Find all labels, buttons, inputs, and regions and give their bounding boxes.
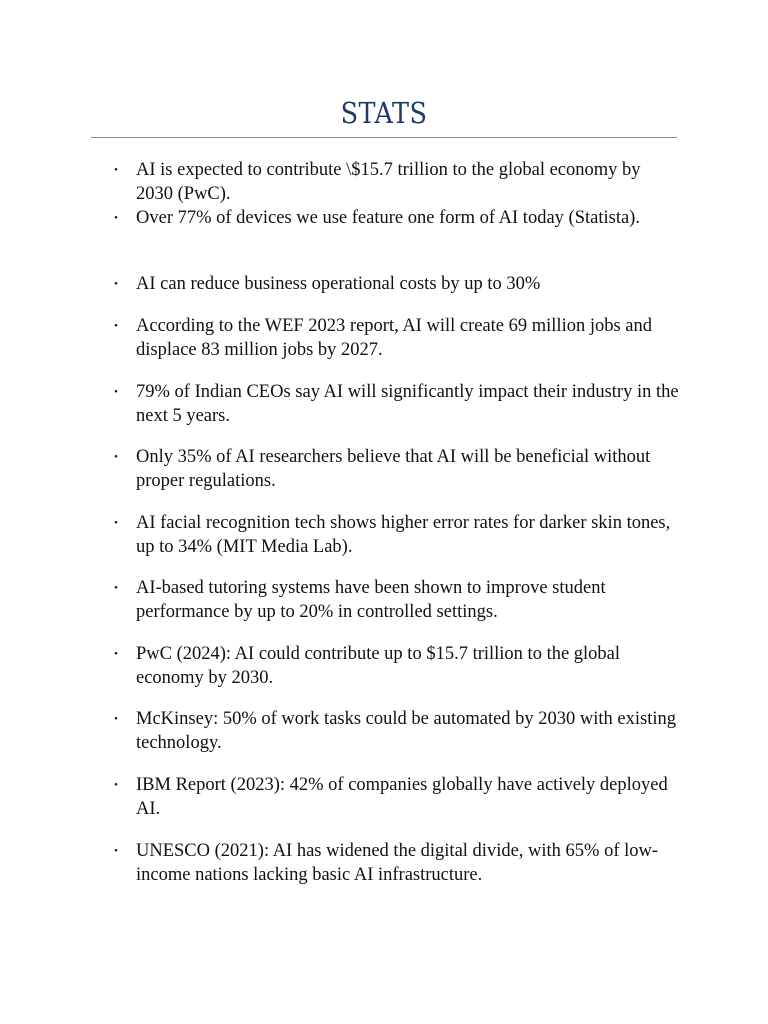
list-item bbox=[114, 511, 681, 559]
list-item-text: AI facial recognition tech shows higher error rates for darker skin tones, up to 34% (MIT Media Lab). bbox=[136, 513, 671, 557]
list-item-text: 79% of Indian CEOs say AI will significantly impact their industry in the next 5 years. bbox=[136, 382, 679, 426]
list-item bbox=[114, 642, 681, 690]
page-title: STATS bbox=[340, 96, 428, 130]
list-item-text: UNESCO (2021): AI has widened the digital divide, with 65% of low-income nations lacking basic AI infrastructure. bbox=[136, 841, 659, 885]
list-item bbox=[114, 314, 681, 362]
list-item bbox=[114, 380, 681, 428]
list-item-text: AI is expected to contribute \$15.7 trillion to the global economy by 2030 (PwC). bbox=[136, 160, 641, 204]
list-item-text: AI can reduce business operational costs by up to 30% bbox=[136, 274, 541, 294]
list-item bbox=[114, 158, 681, 206]
list-item-text: IBM Report (2023): 42% of companies globally have actively deployed AI. bbox=[136, 775, 668, 819]
list-item bbox=[114, 773, 681, 821]
bullet-icon: • bbox=[114, 386, 118, 398]
bullet-icon: • bbox=[114, 582, 118, 594]
bullet-icon: • bbox=[114, 517, 118, 529]
bullet-icon: • bbox=[114, 320, 118, 332]
list-item-text: According to the WEF 2023 report, AI will create 69 million jobs and displace 83 million jobs by 2027. bbox=[136, 316, 653, 360]
list-item bbox=[114, 206, 681, 230]
bullet-icon: • bbox=[114, 845, 118, 857]
bullet-icon: • bbox=[114, 779, 118, 791]
list-item-text: Over 77% of devices we use feature one form of AI today (Statista). bbox=[136, 208, 640, 228]
list-item bbox=[114, 272, 681, 296]
list-item bbox=[114, 576, 681, 624]
bullet-icon: • bbox=[114, 164, 118, 176]
list-item bbox=[114, 707, 681, 755]
bullet-icon: • bbox=[114, 713, 118, 725]
bullet-icon: • bbox=[114, 212, 118, 224]
list-item-text: AI-based tutoring systems have been shown to improve student performance by up to 20% in controlled settings. bbox=[136, 578, 606, 622]
bullet-icon: • bbox=[114, 278, 118, 290]
bullet-icon: • bbox=[114, 648, 118, 660]
list-item-text: McKinsey: 50% of work tasks could be automated by 2030 with existing technology. bbox=[136, 709, 677, 753]
title-divider bbox=[91, 137, 677, 138]
list-item bbox=[114, 445, 681, 493]
bullet-icon: • bbox=[114, 451, 118, 463]
list-item-text: PwC (2024): AI could contribute up to $15.7 trillion to the global economy by 2030. bbox=[136, 644, 621, 688]
list-item-text: Only 35% of AI researchers believe that AI will be beneficial without proper regulations. bbox=[136, 447, 651, 491]
list-item bbox=[114, 839, 681, 887]
